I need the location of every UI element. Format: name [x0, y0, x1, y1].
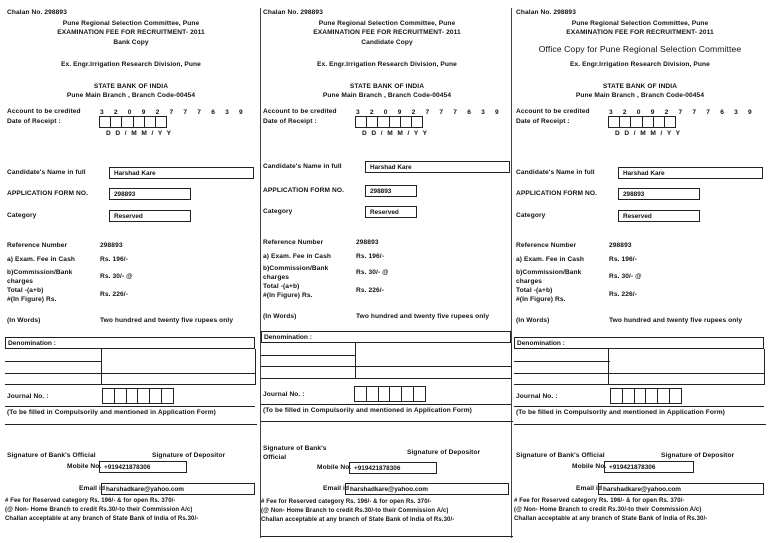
account-number: 3 2 0 9 2 7 7 7 6 3 9 — [609, 109, 756, 116]
journal-line — [514, 406, 764, 407]
exam-fee-title: EXAMINATION FEE FOR RECRUITMENT- 2011 — [313, 29, 461, 36]
depositor-signature: Signature of Depositor — [661, 452, 735, 459]
fee-note: # Fee for Reserved category Rs. 196/- & for open Rs. 370/- — [261, 499, 432, 505]
total-label: Total -(a+b) — [7, 287, 44, 294]
fee-cash-value: Rs. 196/- — [609, 256, 638, 263]
challan-number: Chalan No. 298893 — [516, 9, 576, 16]
account-number: 3 2 0 9 2 7 7 7 6 3 9 — [356, 109, 503, 116]
denomination-row-line — [5, 384, 255, 385]
bank-official-signature: Signature of Bank's Official — [516, 452, 605, 459]
reference-label: Reference Number — [516, 242, 577, 249]
category-field[interactable]: Reserved — [618, 210, 700, 222]
journal-boxes[interactable] — [102, 388, 174, 404]
candidate-name-field[interactable]: Harshad Kare — [365, 161, 510, 173]
section-divider — [5, 424, 257, 425]
acceptance-note: Challan acceptable at any branch of State Bank of India of Rs.30/- — [261, 517, 455, 523]
words-label: (In Words) — [7, 317, 41, 324]
depositor-signature: Signature of Depositor — [152, 452, 226, 459]
fee-cash-value: Rs. 196/- — [356, 253, 385, 260]
date-boxes[interactable] — [608, 116, 676, 128]
journal-boxes[interactable] — [610, 388, 682, 404]
exam-fee-title: EXAMINATION FEE FOR RECRUITMENT- 2011 — [57, 29, 205, 36]
denomination-header: Denomination : — [261, 331, 511, 343]
email-label: Email id — [576, 485, 603, 492]
date-label: Date of Receipt : — [516, 118, 570, 125]
challan-number: Chalan No. 298893 — [263, 9, 323, 16]
journal-label: Journal No. : — [7, 393, 49, 400]
branch-name: Pune Main Branch , Branch Code-00454 — [66, 92, 196, 99]
commission-label-2: charges — [7, 278, 33, 285]
email-field[interactable]: harshadkare@yahoo.com — [101, 483, 255, 495]
date-format: D D / M M / Y Y — [362, 130, 429, 137]
commission-label: b)Commission/Bank — [263, 265, 329, 272]
journal-boxes[interactable] — [354, 386, 426, 402]
division-name: Ex. Engr.Irrigation Research Division, Pune — [317, 61, 457, 68]
challan-number: Chalan No. 298893 — [7, 9, 67, 16]
denomination-row-line — [261, 378, 511, 379]
reference-label: Reference Number — [263, 239, 324, 246]
bank-copy — [5, 8, 257, 538]
total-value: Rs. 226/- — [356, 287, 385, 294]
total-value: Rs. 226/- — [100, 291, 129, 298]
reference-number: 298893 — [356, 239, 379, 246]
acceptance-note: Challan acceptable at any branch of State Bank of India of Rs.30/- — [514, 516, 708, 522]
denomination-row-line — [261, 355, 355, 356]
denomination-divider — [101, 349, 102, 385]
category-label: Category — [263, 208, 293, 215]
copy-label: Candidate Copy — [361, 39, 413, 46]
words-value: Two hundred and twenty five rupees only — [100, 317, 234, 324]
bank-name: STATE BANK OF INDIA — [602, 83, 678, 90]
account-number: 3 2 0 9 2 7 7 7 6 3 9 — [100, 109, 247, 116]
division-name: Ex. Engr.Irrigation Research Division, Pune — [61, 61, 201, 68]
application-form-label: APPLICATION FORM NO. — [263, 187, 344, 194]
denomination-divider — [608, 349, 609, 385]
fill-note: (To be filled in Compulsorily and mentioned in Application Form) — [263, 407, 472, 414]
denomination-edge — [764, 349, 765, 385]
copy-label: Office Copy for Pune Regional Selection Committee — [538, 44, 742, 54]
division-name: Ex. Engr.Irrigation Research Division, Pune — [570, 61, 710, 68]
copy-label: Bank Copy — [113, 39, 149, 46]
fee-cash-label: a) Exam. Fee in Cash — [7, 256, 75, 263]
category-field[interactable]: Reserved — [109, 210, 191, 222]
application-form-label: APPLICATION FORM NO. — [7, 190, 88, 197]
denomination-divider — [355, 343, 356, 379]
denomination-header: Denomination : — [5, 337, 255, 349]
exam-fee-title: EXAMINATION FEE FOR RECRUITMENT- 2011 — [566, 29, 714, 36]
branch-name: Pune Main Branch , Branch Code-00454 — [575, 92, 705, 99]
date-format: D D / M M / Y Y — [106, 130, 173, 137]
mobile-label: Mobile No. — [67, 463, 102, 470]
bank-name: STATE BANK OF INDIA — [349, 83, 425, 90]
account-label: Account to be credited — [516, 108, 590, 115]
date-format: D D / M M / Y Y — [615, 130, 682, 137]
commission-label-2: charges — [263, 274, 289, 281]
commission-label: b)Commission/Bank — [7, 269, 73, 276]
commission-value: Rs. 30/- @ — [100, 273, 133, 280]
committee-name: Pune Regional Selection Committee, Pune — [62, 20, 200, 27]
total-value: Rs. 226/- — [609, 291, 638, 298]
candidate-name-label: Candidate's Name in full — [263, 163, 342, 170]
account-label: Account to be credited — [7, 108, 81, 115]
fee-note: # Fee for Reserved category Rs. 196/- & for open Rs. 370/- — [514, 498, 685, 504]
committee-name: Pune Regional Selection Committee, Pune — [318, 20, 456, 27]
total-label-2: #(In Figure) Rs. — [516, 296, 566, 303]
words-label: (In Words) — [263, 313, 297, 320]
date-boxes[interactable] — [355, 116, 423, 128]
commission-label: b)Commission/Bank — [516, 269, 582, 276]
total-label: Total -(a+b) — [263, 283, 300, 290]
committee-name: Pune Regional Selection Committee, Pune — [571, 20, 709, 27]
fill-note: (To be filled in Compulsorily and mentioned in Application Form) — [7, 409, 216, 416]
mobile-field[interactable]: +919421878306 — [99, 461, 187, 473]
section-divider — [514, 424, 766, 425]
denomination-row-line — [514, 384, 764, 385]
category-label: Category — [516, 212, 546, 219]
bottom-edge — [261, 536, 513, 537]
denomination-header: Denomination : — [514, 337, 764, 349]
candidate-name-label: Candidate's Name in full — [7, 169, 86, 176]
candidate-copy — [260, 8, 512, 538]
commission-note: (@ Non- Home Branch to credit Rs.30/-to their Commission A/c) — [261, 508, 449, 514]
mobile-field[interactable]: +919421878306 — [349, 462, 437, 474]
journal-line — [5, 406, 255, 407]
total-label-2: #(In Figure) Rs. — [7, 296, 57, 303]
denomination-edge — [255, 349, 256, 385]
journal-label: Journal No. : — [263, 391, 305, 398]
total-label-2: #(In Figure) Rs. — [263, 292, 313, 299]
mobile-field[interactable]: +919421878306 — [604, 461, 694, 473]
fee-cash-value: Rs. 196/- — [100, 256, 129, 263]
candidate-name-field[interactable]: Harshad Kare — [618, 167, 763, 179]
reference-number: 298893 — [100, 242, 123, 249]
acceptance-note: Challan acceptable at any branch of State Bank of India of Rs.30/- — [5, 516, 199, 522]
words-value: Two hundred and twenty five rupees only — [609, 317, 743, 324]
office-copy — [514, 8, 766, 538]
total-label: Total -(a+b) — [516, 287, 553, 294]
bank-official-signature: Signature of Bank's Official — [7, 452, 96, 459]
journal-label: Journal No. : — [516, 393, 558, 400]
commission-value: Rs. 30/- @ — [609, 273, 642, 280]
bank-name: STATE BANK OF INDIA — [93, 83, 169, 90]
words-value: Two hundred and twenty five rupees only — [356, 313, 490, 320]
reference-number: 298893 — [609, 242, 632, 249]
account-label: Account to be credited — [263, 108, 337, 115]
journal-line — [261, 404, 511, 405]
denomination-row-line — [5, 373, 255, 374]
application-form-label: APPLICATION FORM NO. — [516, 190, 597, 197]
email-label: Email id — [323, 485, 350, 492]
email-field[interactable]: harshadkare@yahoo.com — [598, 483, 764, 495]
fee-note: # Fee for Reserved category Rs. 196/- & for open Rs. 370/- — [5, 498, 176, 504]
fill-note: (To be filled in Compulsorily and mentioned in Application Form) — [516, 409, 725, 416]
denomination-row-line — [261, 366, 511, 367]
fee-cash-label: a) Exam. Fee in Cash — [263, 253, 331, 260]
denomination-row-line — [5, 361, 101, 362]
depositor-signature: Signature of Depositor — [407, 449, 481, 456]
date-label: Date of Receipt : — [7, 118, 61, 125]
application-form-field[interactable]: 298893 — [109, 188, 191, 200]
commission-value: Rs. 30/- @ — [356, 269, 389, 276]
bank-official-signature: Signature of Bank's Official — [263, 445, 327, 461]
email-label: Email id — [79, 485, 106, 492]
section-divider — [261, 421, 513, 422]
denomination-edge — [511, 343, 512, 379]
date-boxes[interactable] — [99, 116, 167, 128]
category-field[interactable]: Reserved — [365, 206, 417, 218]
commission-note: (@ Non- Home Branch to credit Rs.30/-to their Commission A/c) — [5, 507, 193, 513]
branch-name: Pune Main Branch , Branch Code-00454 — [322, 92, 452, 99]
commission-note: (@ Non- Home Branch to credit Rs.30/-to their Commission A/c) — [514, 507, 702, 513]
mobile-label: Mobile No. — [317, 464, 352, 471]
category-label: Category — [7, 212, 37, 219]
candidate-name-label: Candidate's Name in full — [516, 169, 595, 176]
application-form-field[interactable]: 298893 — [365, 185, 417, 197]
denomination-row-line — [514, 373, 764, 374]
fee-cash-label: a) Exam. Fee in Cash — [516, 256, 584, 263]
mobile-label: Mobile No. — [572, 463, 607, 470]
date-label: Date of Receipt : — [263, 118, 317, 125]
reference-label: Reference Number — [7, 242, 68, 249]
application-form-field[interactable]: 298893 — [618, 188, 700, 200]
words-label: (In Words) — [516, 317, 550, 324]
email-field[interactable]: harshadkare@yahoo.com — [345, 483, 509, 495]
commission-label-2: charges — [516, 278, 542, 285]
denomination-row-line — [514, 361, 610, 362]
candidate-name-field[interactable]: Harshad Kare — [109, 167, 254, 179]
